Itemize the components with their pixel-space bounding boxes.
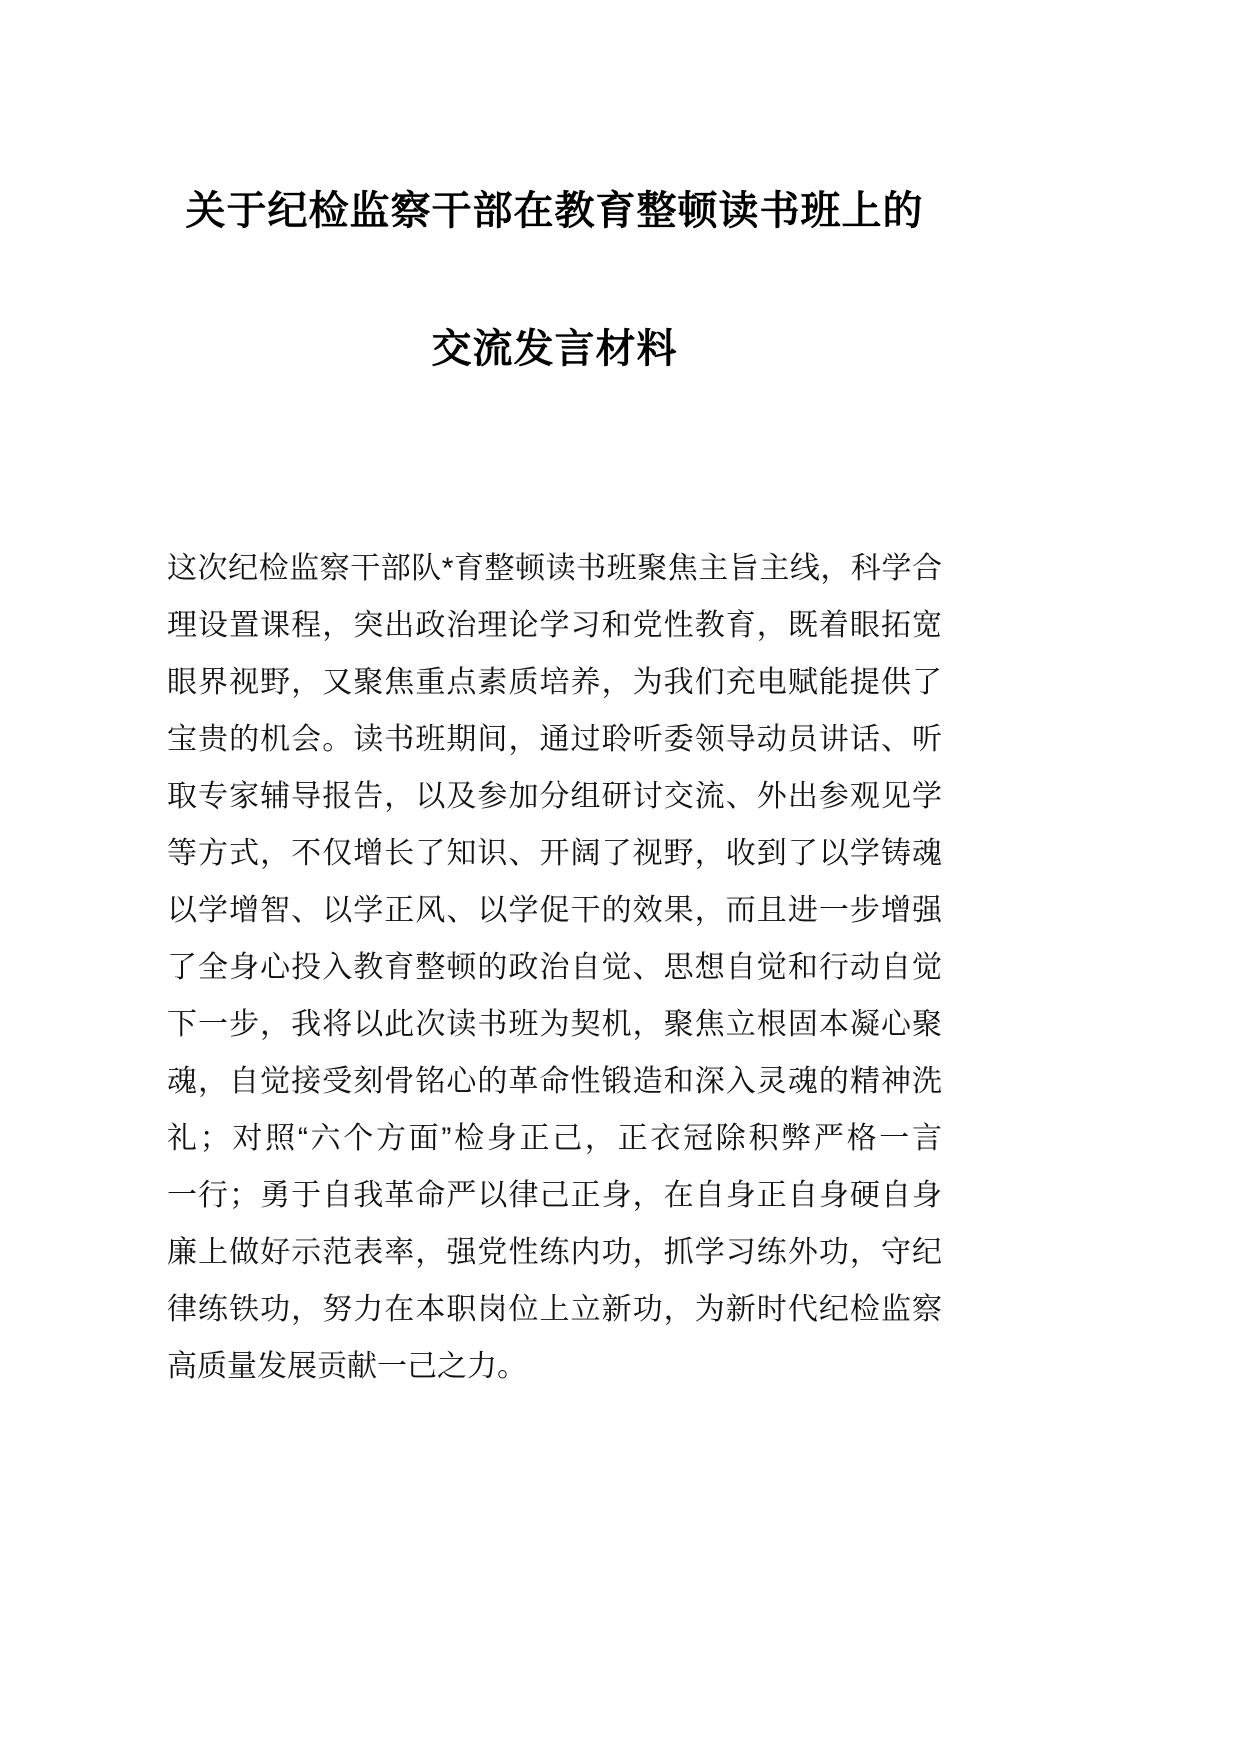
body-line: 眼界视野，又聚焦重点素质培养，为我们充电赋能提供了 <box>167 666 942 699</box>
body-line: 律练铁功，努力在本职岗位上立新功，为新时代纪检监察 <box>167 1293 942 1326</box>
body-line: 一行；勇于自我革命严以律己正身，在自身正自身硬自身 <box>167 1179 942 1212</box>
body-line: 了全身心投入教育整顿的政治自觉、思想自觉和行动自觉 <box>167 951 942 984</box>
body-line: 等方式，不仅增长了知识、开阔了视野，收到了以学铸魂 <box>167 837 942 870</box>
body-line: 下一步，我将以此次读书班为契机，聚焦立根固本凝心聚 <box>167 1008 942 1041</box>
document-body <box>167 372 942 1395</box>
body-line: 礼；对照“六个方面”检身正己，正衣冠除积弊严格一言 <box>167 1122 942 1155</box>
body-line: 取专家辅导报告，以及参加分组研讨交流、外出参观见学 <box>167 780 942 813</box>
document-title-line-1: 关于纪检监察干部在教育整顿读书班上的 <box>185 189 924 233</box>
document-title-line-2: 交流发言材料 <box>431 327 678 371</box>
body-line: 以学增智、以学正风、以学促干的效果，而且进一步增强 <box>167 894 942 927</box>
body-line: 高质量发展贡献一己之力。 <box>167 1350 527 1383</box>
body-line: 魂，自觉接受刻骨铭心的革命性锻造和深入灵魂的精神洗 <box>167 1065 942 1098</box>
body-line: 廉上做好示范表率，强党性练内功，抓学习练外功，守纪 <box>167 1236 942 1269</box>
body-line: 宝贵的机会。读书班期间，通过聆听委领导动员讲话、听 <box>167 723 942 756</box>
body-line: 理设置课程，突出政治理论学习和党性教育，既着眼拓宽 <box>167 609 942 642</box>
document-content <box>167 0 942 1395</box>
body-line: 这次纪检监察干部队*育整顿读书班聚焦主旨主线，科学合 <box>167 552 942 585</box>
